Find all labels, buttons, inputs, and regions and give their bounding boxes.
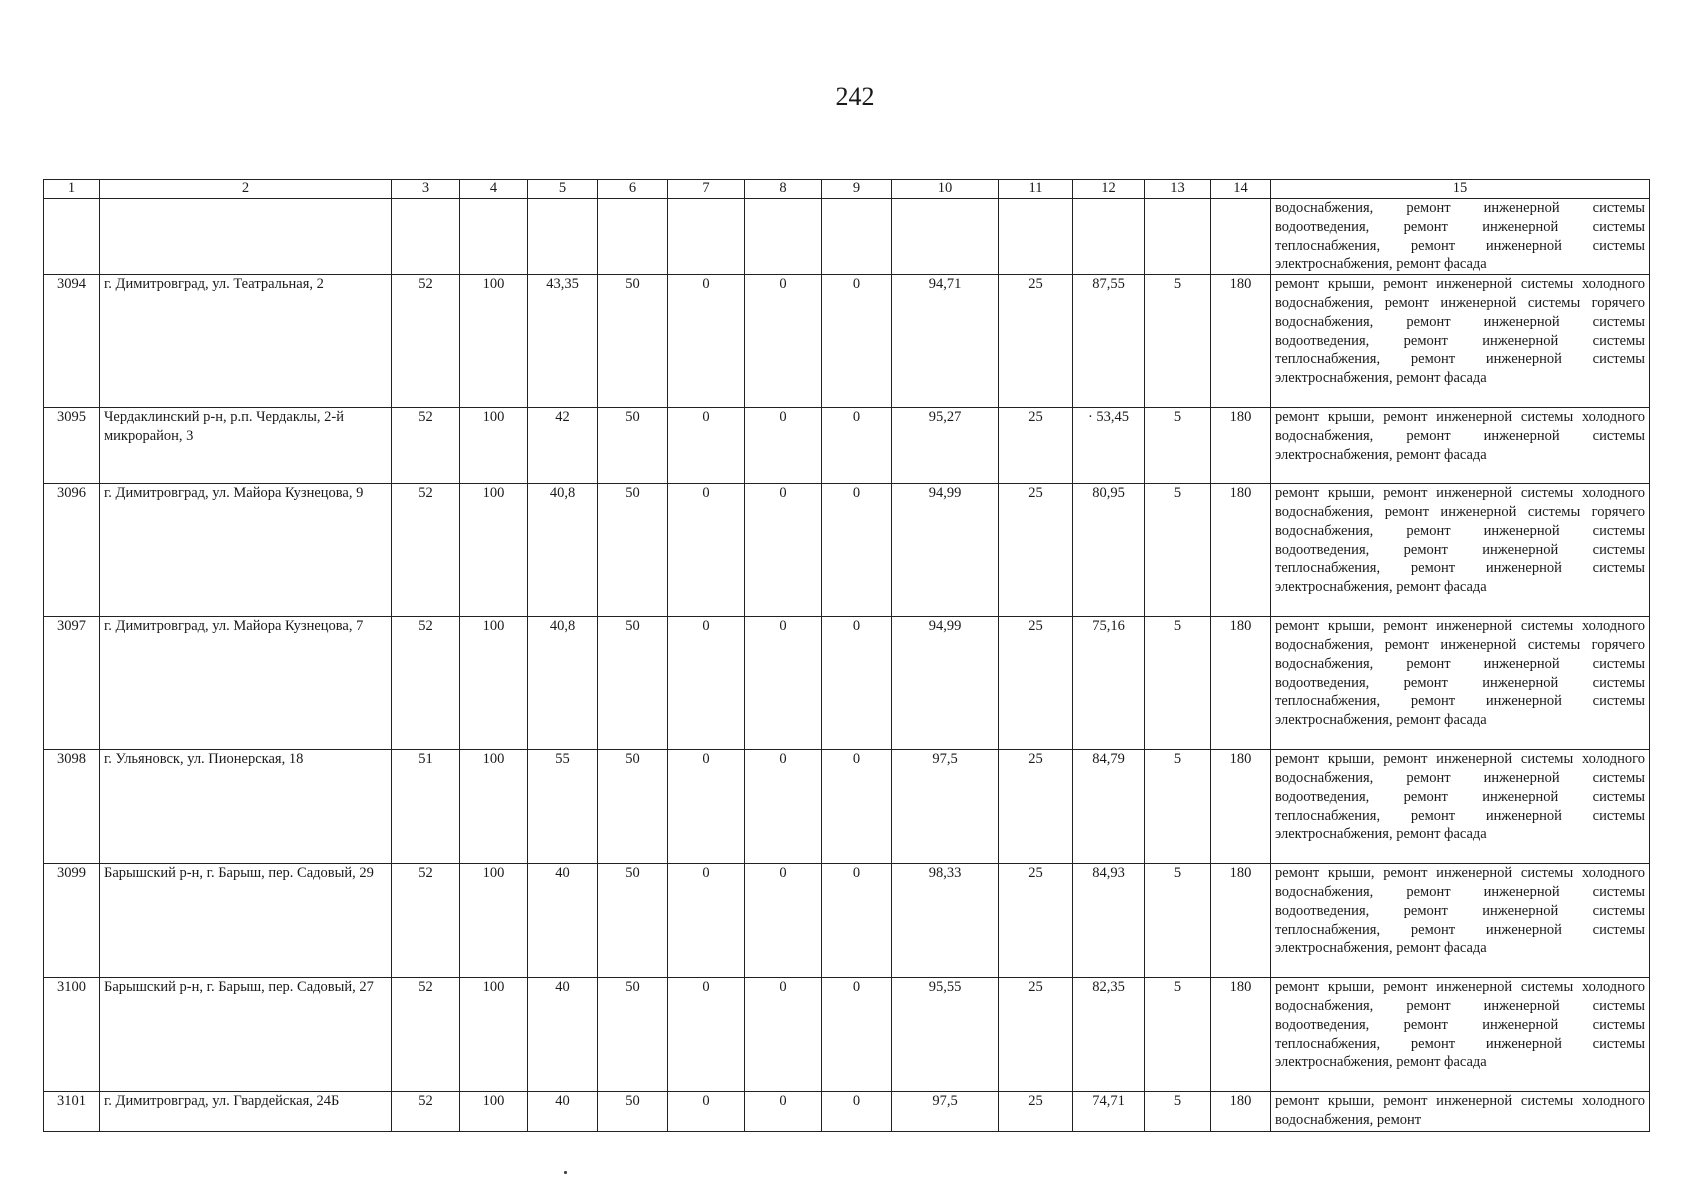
value-cell-14: 180 <box>1211 617 1271 750</box>
page-number: 242 <box>835 82 875 111</box>
table-row <box>44 484 1650 617</box>
value-cell-10: 95,27 <box>892 408 999 484</box>
value-cell-3: 52 <box>392 408 460 484</box>
table-cell <box>1145 199 1211 275</box>
value-cell-6: 50 <box>598 978 668 1092</box>
value-cell-9: 0 <box>822 275 892 408</box>
table-cell <box>745 199 822 275</box>
value-cell-5: 55 <box>528 750 598 864</box>
table-cell <box>999 199 1073 275</box>
value-cell-12: · 53,45 <box>1073 408 1145 484</box>
value-cell-14: 180 <box>1211 1092 1271 1132</box>
value-cell-9: 0 <box>822 750 892 864</box>
col-header-11: 11 <box>999 180 1073 199</box>
value-cell-5: 40,8 <box>528 484 598 617</box>
value-cell-5: 43,35 <box>528 275 598 408</box>
value-cell-10: 98,33 <box>892 864 999 978</box>
value-cell-12: 74,71 <box>1073 1092 1145 1132</box>
value-cell-11: 25 <box>999 275 1073 408</box>
value-cell-10: 94,71 <box>892 275 999 408</box>
value-cell-3: 52 <box>392 1092 460 1132</box>
value-cell-8: 0 <box>745 617 822 750</box>
table-cell <box>822 199 892 275</box>
table-cell <box>1073 199 1145 275</box>
value-cell-12: 75,16 <box>1073 617 1145 750</box>
table-row <box>44 864 1650 978</box>
address-cell: г. Димитровград, ул. Гвардейская, 24Б <box>100 1092 392 1132</box>
value-cell-11: 25 <box>999 864 1073 978</box>
value-cell-12: 84,93 <box>1073 864 1145 978</box>
value-cell-9: 0 <box>822 484 892 617</box>
value-cell-10: 95,55 <box>892 978 999 1092</box>
table-cell <box>460 199 528 275</box>
value-cell-3: 52 <box>392 275 460 408</box>
value-cell-9: 0 <box>822 864 892 978</box>
table-cell <box>44 199 100 275</box>
col-header-5: 5 <box>528 180 598 199</box>
value-cell-13: 5 <box>1145 1092 1211 1132</box>
row-number: 3099 <box>44 864 100 978</box>
value-cell-7: 0 <box>668 275 745 408</box>
value-cell-5: 40 <box>528 864 598 978</box>
value-cell-6: 50 <box>598 275 668 408</box>
row-number: 3100 <box>44 978 100 1092</box>
value-cell-10: 94,99 <box>892 617 999 750</box>
value-cell-5: 42 <box>528 408 598 484</box>
value-cell-14: 180 <box>1211 750 1271 864</box>
table-row <box>44 275 1650 408</box>
works-list-cell: ремонт крыши, ремонт инженерной системы холодного водоснабжения, ремонт инженерной системы водоотведения, ремонт инженерной системы теплоснабжения, ремонт инженерной системы электроснабжения, ремонт фасада <box>1271 750 1650 864</box>
table-cell <box>892 199 999 275</box>
value-cell-4: 100 <box>460 978 528 1092</box>
value-cell-13: 5 <box>1145 484 1211 617</box>
repair-program-table <box>43 179 1650 1132</box>
value-cell-8: 0 <box>745 978 822 1092</box>
value-cell-12: 87,55 <box>1073 275 1145 408</box>
value-cell-9: 0 <box>822 1092 892 1132</box>
value-cell-10: 97,5 <box>892 1092 999 1132</box>
value-cell-11: 25 <box>999 408 1073 484</box>
value-cell-12: 80,95 <box>1073 484 1145 617</box>
table-cell <box>100 199 392 275</box>
value-cell-3: 51 <box>392 750 460 864</box>
value-cell-11: 25 <box>999 978 1073 1092</box>
column-number-header-row <box>44 180 1650 199</box>
works-list-cell: ремонт крыши, ремонт инженерной системы холодного водоснабжения, ремонт <box>1271 1092 1650 1132</box>
works-list-cell: ремонт крыши, ремонт инженерной системы холодного водоснабжения, ремонт инженерной системы горячего водоснабжения, ремонт инженерной системы водоотведения, ремонт инженерной системы теплоснабжения, ремонт инженерной системы электроснабжения, ремонт фасада <box>1271 484 1650 617</box>
table-row <box>44 978 1650 1092</box>
value-cell-4: 100 <box>460 408 528 484</box>
col-header-6: 6 <box>598 180 668 199</box>
row-number: 3095 <box>44 408 100 484</box>
value-cell-7: 0 <box>668 1092 745 1132</box>
value-cell-8: 0 <box>745 408 822 484</box>
value-cell-11: 25 <box>999 484 1073 617</box>
value-cell-13: 5 <box>1145 408 1211 484</box>
value-cell-7: 0 <box>668 864 745 978</box>
value-cell-7: 0 <box>668 408 745 484</box>
table-row <box>44 1092 1650 1132</box>
address-cell: Барышский р-н, г. Барыш, пер. Садовый, 29 <box>100 864 392 978</box>
table-row <box>44 617 1650 750</box>
col-header-10: 10 <box>892 180 999 199</box>
value-cell-5: 40,8 <box>528 617 598 750</box>
value-cell-13: 5 <box>1145 275 1211 408</box>
works-list-cell: ремонт крыши, ремонт инженерной системы холодного водоснабжения, ремонт инженерной системы водоотведения, ремонт инженерной системы теплоснабжения, ремонт инженерной системы электроснабжения, ремонт фасада <box>1271 864 1650 978</box>
row-number: 3101 <box>44 1092 100 1132</box>
value-cell-4: 100 <box>460 617 528 750</box>
value-cell-11: 25 <box>999 750 1073 864</box>
address-cell: г. Ульяновск, ул. Пионерская, 18 <box>100 750 392 864</box>
value-cell-14: 180 <box>1211 408 1271 484</box>
table-cell <box>528 199 598 275</box>
value-cell-13: 5 <box>1145 617 1211 750</box>
value-cell-3: 52 <box>392 864 460 978</box>
value-cell-3: 52 <box>392 978 460 1092</box>
value-cell-14: 180 <box>1211 275 1271 408</box>
col-header-15: 15 <box>1271 180 1650 199</box>
col-header-9: 9 <box>822 180 892 199</box>
value-cell-7: 0 <box>668 750 745 864</box>
col-header-12: 12 <box>1073 180 1145 199</box>
table-cell <box>1211 199 1271 275</box>
value-cell-12: 84,79 <box>1073 750 1145 864</box>
value-cell-4: 100 <box>460 864 528 978</box>
table-row <box>44 408 1650 484</box>
col-header-1: 1 <box>44 180 100 199</box>
address-cell: г. Димитровград, ул. Майора Кузнецова, 9 <box>100 484 392 617</box>
value-cell-3: 52 <box>392 617 460 750</box>
address-cell: г. Димитровград, ул. Майора Кузнецова, 7 <box>100 617 392 750</box>
row-number: 3096 <box>44 484 100 617</box>
address-cell: Чердаклинский р-н, р.п. Чердаклы, 2-й микрорайон, 3 <box>100 408 392 484</box>
value-cell-6: 50 <box>598 1092 668 1132</box>
value-cell-4: 100 <box>460 1092 528 1132</box>
col-header-3: 3 <box>392 180 460 199</box>
value-cell-8: 0 <box>745 484 822 617</box>
value-cell-4: 100 <box>460 484 528 617</box>
row-number: 3094 <box>44 275 100 408</box>
col-header-13: 13 <box>1145 180 1211 199</box>
value-cell-8: 0 <box>745 864 822 978</box>
value-cell-14: 180 <box>1211 864 1271 978</box>
value-cell-8: 0 <box>745 275 822 408</box>
value-cell-6: 50 <box>598 484 668 617</box>
value-cell-13: 5 <box>1145 978 1211 1092</box>
value-cell-7: 0 <box>668 978 745 1092</box>
value-cell-4: 100 <box>460 750 528 864</box>
works-list-cell: ремонт крыши, ремонт инженерной системы холодного водоснабжения, ремонт инженерной системы горячего водоснабжения, ремонт инженерной системы водоотведения, ремонт инженерной системы теплоснабжения, ремонт инженерной системы электроснабжения, ремонт фасада <box>1271 275 1650 408</box>
col-header-4: 4 <box>460 180 528 199</box>
row-number: 3098 <box>44 750 100 864</box>
works-list-cell: ремонт крыши, ремонт инженерной системы холодного водоснабжения, ремонт инженерной системы горячего водоснабжения, ремонт инженерной системы водоотведения, ремонт инженерной системы теплоснабжения, ремонт инженерной системы электроснабжения, ремонт фасада <box>1271 617 1650 750</box>
table-row <box>44 750 1650 864</box>
value-cell-5: 40 <box>528 978 598 1092</box>
value-cell-11: 25 <box>999 1092 1073 1132</box>
value-cell-14: 180 <box>1211 484 1271 617</box>
value-cell-12: 82,35 <box>1073 978 1145 1092</box>
table-cell <box>392 199 460 275</box>
table-cell <box>598 199 668 275</box>
value-cell-6: 50 <box>598 408 668 484</box>
value-cell-9: 0 <box>822 617 892 750</box>
value-cell-6: 50 <box>598 617 668 750</box>
value-cell-3: 52 <box>392 484 460 617</box>
value-cell-5: 40 <box>528 1092 598 1132</box>
col-header-14: 14 <box>1211 180 1271 199</box>
value-cell-9: 0 <box>822 978 892 1092</box>
value-cell-13: 5 <box>1145 864 1211 978</box>
address-cell: Барышский р-н, г. Барыш, пер. Садовый, 27 <box>100 978 392 1092</box>
continuation-row <box>44 199 1650 275</box>
works-list-cell: ремонт крыши, ремонт инженерной системы холодного водоснабжения, ремонт инженерной системы водоотведения, ремонт инженерной системы теплоснабжения, ремонт инженерной системы электроснабжения, ремонт фасада <box>1271 978 1650 1092</box>
value-cell-10: 94,99 <box>892 484 999 617</box>
value-cell-8: 0 <box>745 1092 822 1132</box>
value-cell-6: 50 <box>598 864 668 978</box>
works-list-cell: ремонт крыши, ремонт инженерной системы холодного водоснабжения, ремонт инженерной системы электроснабжения, ремонт фасада <box>1271 408 1650 484</box>
value-cell-4: 100 <box>460 275 528 408</box>
value-cell-13: 5 <box>1145 750 1211 864</box>
value-cell-9: 0 <box>822 408 892 484</box>
address-cell: г. Димитровград, ул. Театральная, 2 <box>100 275 392 408</box>
table-cell <box>668 199 745 275</box>
col-header-7: 7 <box>668 180 745 199</box>
value-cell-8: 0 <box>745 750 822 864</box>
col-header-8: 8 <box>745 180 822 199</box>
value-cell-6: 50 <box>598 750 668 864</box>
row-number: 3097 <box>44 617 100 750</box>
scan-speck <box>564 1171 567 1174</box>
value-cell-7: 0 <box>668 617 745 750</box>
works-list-cell: водоснабжения, ремонт инженерной системы водоотведения, ремонт инженерной системы теплоснабжения, ремонт инженерной системы электроснабжения, ремонт фасада <box>1271 199 1650 275</box>
col-header-2: 2 <box>100 180 392 199</box>
value-cell-7: 0 <box>668 484 745 617</box>
value-cell-10: 97,5 <box>892 750 999 864</box>
value-cell-11: 25 <box>999 617 1073 750</box>
value-cell-14: 180 <box>1211 978 1271 1092</box>
